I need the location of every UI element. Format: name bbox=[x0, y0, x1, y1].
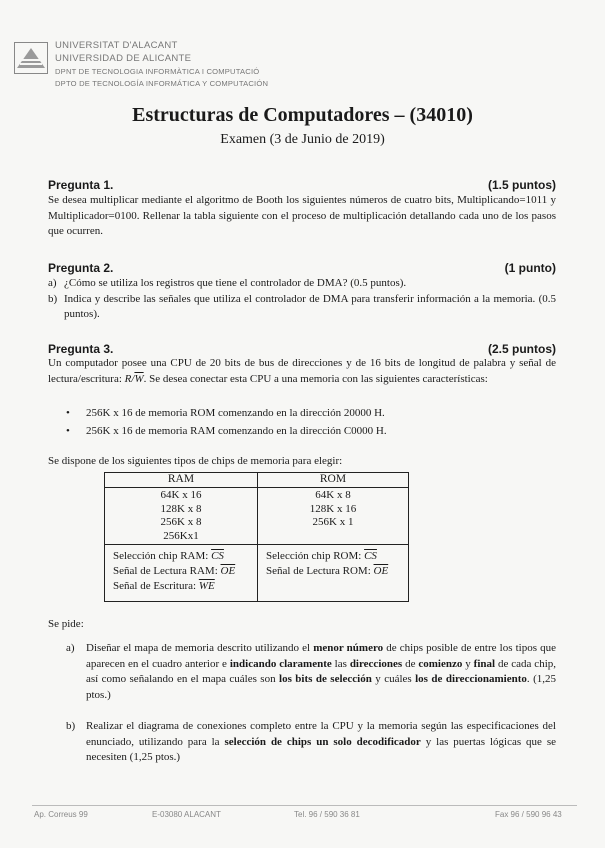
chips-table bbox=[104, 472, 409, 602]
ram-chip-option: 64K x 16 bbox=[160, 489, 202, 501]
rom-header: ROM bbox=[258, 473, 409, 488]
question-1-text: Se desea multiplicar mediante el algoritmo de Booth los siguientes números de cuatro bits, Multiplicando=1011 y Multiplicador=0100. Rellenar la tabla siguiente con el proceso de multiplicación detallando cada uno de los pasos que ocurren. bbox=[48, 194, 556, 237]
ram-chip-option: 256Kx1 bbox=[163, 529, 199, 542]
department-name-es: DPTO DE TECNOLOGÍA INFORMÁTICA Y COMPUTACIÓN bbox=[55, 79, 269, 88]
university-name-es: UNIVERSIDAD DE ALICANTE bbox=[55, 53, 192, 64]
ram-chip-option: 256K x 8 bbox=[160, 516, 202, 528]
department-name-ca: DPNT DE TECNOLOGIA INFORMÀTICA I COMPUTACIÓ bbox=[55, 67, 260, 76]
question-3-item-a: a) Diseñar el mapa de memoria descrito utilizando el menor número de chips posible de entre los tipos que aparecen en el cuadro anterior e indicando claramente las direcciones de comienzo y final de cada chip, así como señalando en el mapa cuáles son los bits de selección y cuáles los de direccionamiento. (1,25 ptos.) bbox=[66, 642, 556, 701]
bullet-icon: • bbox=[66, 407, 70, 419]
ram-write-signal: Señal de Escritura: $\overline{WE}$ bbox=[113, 580, 215, 592]
question-2-item-b: b) Indica y describe las señales que utiliza el controlador de DMA para transferir información a la memoria. (0.5 puntos). bbox=[48, 292, 556, 320]
footer-divider bbox=[32, 805, 577, 806]
question-2-label: Pregunta 2. bbox=[48, 261, 114, 275]
question-1-label: Pregunta 1. bbox=[48, 178, 114, 192]
university-name-ca: UNIVERSITAT D'ALACANT bbox=[55, 40, 178, 51]
question-1-points: (1.5 puntos) bbox=[488, 178, 556, 192]
question-3-points: (2.5 puntos) bbox=[488, 342, 556, 356]
ram-signals bbox=[105, 545, 258, 602]
question-2-header bbox=[48, 261, 556, 275]
rom-signals bbox=[258, 545, 409, 602]
footer-city: E-03080 ALACANT bbox=[152, 810, 221, 819]
question-3-item-b: b) Realizar el diagrama de conexiones completo entre la CPU y la memoria según las especificaciones del enunciado, utilizando para la selección de chips un solo decodificador y las puertas lógicas que se necesiten (1,25 ptos.) bbox=[66, 720, 557, 763]
university-logo-icon bbox=[14, 42, 48, 74]
question-3-intro: Un computador posee una CPU de 20 bits de bus de direcciones y de 16 bits de longitud de palabra y señal de lectura/escritura: $R/\overline{W}$. Se desea conectar esta CPU a una memoria con las siguientes características: bbox=[48, 357, 556, 385]
question-1-header bbox=[48, 178, 556, 192]
ram-select-signal: Selección chip RAM: $\overline{CS}$ bbox=[113, 550, 224, 562]
question-2-points: (1 punto) bbox=[504, 261, 556, 275]
question-2-item-a: a) ¿Cómo se utiliza los registros que tiene el controlador de DMA? (0.5 puntos). bbox=[48, 277, 407, 289]
question-3-label: Pregunta 3. bbox=[48, 342, 114, 356]
rom-chip-option: 256K x 1 bbox=[312, 516, 354, 528]
footer-phone: Tel. 96 / 590 36 81 bbox=[294, 810, 360, 819]
chips-intro: Se dispone de los siguientes tipos de chips de memoria para elegir: bbox=[48, 455, 343, 467]
ram-chip-option: 128K x 8 bbox=[160, 502, 202, 515]
rom-requirement: • 256K x 16 de memoria ROM comenzando en la dirección 20000 H. bbox=[66, 406, 385, 422]
ram-read-signal: Señal de Lectura RAM: $\overline{OE}$ bbox=[113, 565, 236, 577]
asks-label: Se pide: bbox=[48, 618, 84, 630]
exam-date: Examen (3 de Junio de 2019) bbox=[220, 132, 385, 147]
ram-chip-list bbox=[105, 488, 258, 545]
ram-header: RAM bbox=[105, 473, 258, 488]
footer-address: Ap. Correus 99 bbox=[34, 810, 88, 819]
rom-chip-option: 64K x 8 bbox=[315, 489, 351, 501]
rom-select-signal: Selección chip ROM: $\overline{CS}$ bbox=[266, 550, 377, 562]
ram-requirement: • 256K x 16 de memoria RAM comenzando en la dirección C0000 H. bbox=[66, 424, 387, 440]
rom-read-signal: Señal de Lectura ROM: $\overline{OE}$ bbox=[266, 565, 389, 577]
rom-chip-option: 128K x 16 bbox=[309, 502, 357, 515]
question-3-header bbox=[48, 342, 556, 356]
rom-chip-list bbox=[258, 488, 409, 545]
exam-title: Estructuras de Computadores – (34010) bbox=[132, 104, 473, 126]
bullet-icon: • bbox=[66, 425, 70, 437]
rw-signal: $R/\overline{W}$ bbox=[124, 372, 144, 385]
footer-fax: Fax 96 / 590 96 43 bbox=[495, 810, 562, 819]
question-2-list bbox=[48, 276, 556, 323]
